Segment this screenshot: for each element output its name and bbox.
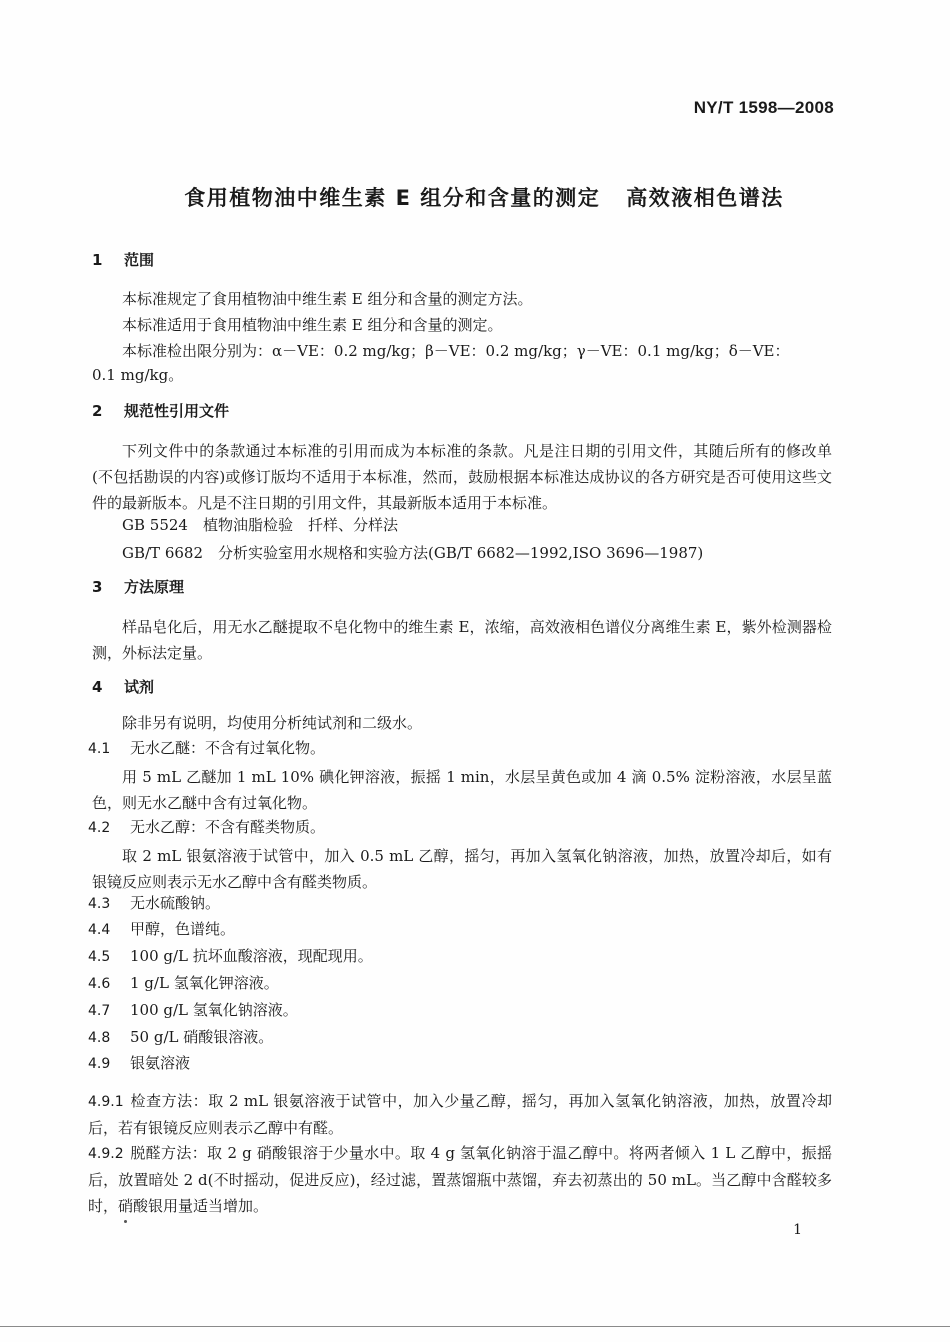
reagents-intro: 除非另有说明，均使用分析纯试剂和二级水。	[122, 714, 423, 732]
reagent-4-9-2: 4.9.2 脱醛方法：取 2 g 硝酸银溶于少量水中。取 4 g 氢氧化钠溶于温乙醇中。将两者倾入 1 L 乙醇中，振摇后，放置暗处 2 d(不时摇动，促进反应)，经过滤，置蒸馏瓶中蒸馏，弃去初蒸出的 50 mL。当乙醇中含醛较多时，硝酸银用量适当增加。	[88, 1144, 832, 1215]
scope-paragraph-3: 本标准检出限分别为：α－VE：0.2 mg/kg；β－VE：0.2 mg/kg；γ－VE：0.1 mg/kg；δ－VE：	[122, 342, 790, 360]
document-title	[88, 182, 880, 212]
section-heading-references: 2 规范性引用文件	[92, 402, 230, 420]
reagent-4-8: 4.8 50 g/L 硝酸银溶液。	[88, 1028, 274, 1046]
reference-gb5524: GB 5524 植物油脂检验 扦样、分样法	[122, 516, 398, 534]
section-heading-scope: 1 范围	[92, 251, 155, 269]
principle-text: 样品皂化后，用无水乙醚提取不皂化物中的维生素 E，浓缩，高效液相色谱仪分离维生素 E，紫外检测器检测，外标法定量。	[92, 618, 832, 662]
page-edge-line	[0, 1326, 950, 1327]
reagent-4-1: 4.1 无水乙醚：不含有过氧化物。	[88, 739, 326, 757]
reagent-4-5: 4.5 100 g/L 抗坏血酸溶液，现配现用。	[88, 947, 373, 965]
reagent-4-9: 4.9 银氨溶液	[88, 1054, 191, 1072]
title-main: 食用植物油中维生素 E 组分和含量的测定	[184, 186, 601, 210]
reagent-4-4: 4.4 甲醇，色谱纯。	[88, 920, 236, 938]
scope-paragraph-2: 本标准适用于食用植物油中维生素 E 组分和含量的测定。	[122, 316, 503, 334]
reagent-4-3: 4.3 无水硫酸钠。	[88, 894, 221, 912]
section-heading-principle: 3 方法原理	[92, 578, 185, 596]
reagent-4-1-detail: 用 5 mL 乙醚加 1 mL 10% 碘化钾溶液，振摇 1 min，水层呈黄色或加 4 滴 0.5% 淀粉溶液，水层呈蓝色，则无水乙醚中含有过氧化物。	[92, 768, 832, 812]
references-intro: 下列文件中的条款通过本标准的引用而成为本标准的条款。凡是注日期的引用文件，其随后所有的修改单(不包括勘误的内容)或修订版均不适用于本标准，然而，鼓励根据本标准达成协议的各方研究是否可使用这些文件的最新版本。凡是不注日期的引用文件，其最新版本适用于本标准。	[92, 442, 832, 512]
page-number: 1	[793, 1222, 802, 1238]
section-heading-reagents: 4 试剂	[92, 678, 155, 696]
title-method: 高效液相色谱法	[626, 186, 784, 210]
reagent-4-6: 4.6 1 g/L 氢氧化钾溶液。	[88, 974, 279, 992]
scope-paragraph-3-cont: 0.1 mg/kg。	[92, 366, 184, 384]
scope-paragraph-1: 本标准规定了食用植物油中维生素 E 组分和含量的测定方法。	[122, 290, 533, 308]
reference-gbt6682: GB/T 6682 分析实验室用水规格和实验方法(GB/T 6682—1992,ISO 3696—1987)	[122, 544, 704, 562]
reagent-4-9-1: 4.9.1 检查方法：取 2 mL 银氨溶液于试管中，加入少量乙醇，摇匀，再加入氢氧化钠溶液，加热，放置冷却后，若有银镜反应则表示乙醇中有醛。	[88, 1092, 832, 1137]
reagent-4-2: 4.2 无水乙醇：不含有醛类物质。	[88, 818, 326, 836]
document-number: NY/T 1598—2008	[693, 98, 834, 117]
reagent-4-7: 4.7 100 g/L 氢氧化钠溶液。	[88, 1001, 298, 1019]
scan-speck	[124, 1220, 127, 1223]
reagent-4-2-detail: 取 2 mL 银氨溶液于试管中，加入 0.5 mL 乙醇，摇匀，再加入氢氧化钠溶液，加热，放置冷却后，如有银镜反应则表示无水乙醇中含有醛类物质。	[92, 847, 832, 891]
